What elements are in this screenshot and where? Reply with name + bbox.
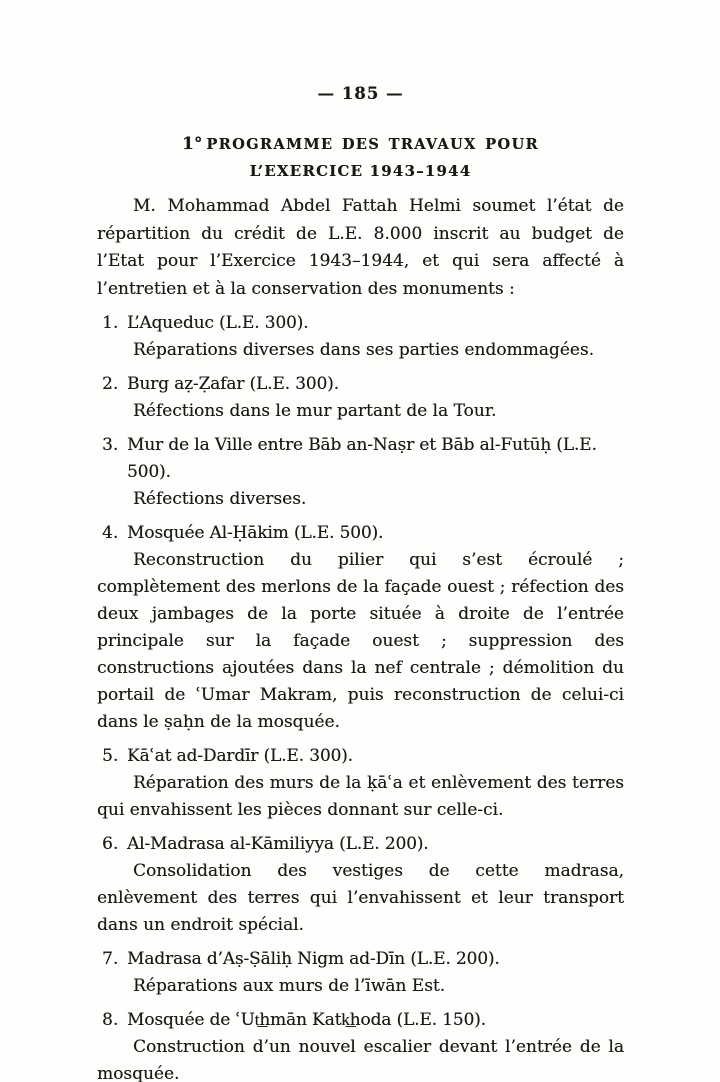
item-description: Réparations diverses dans ses parties endommagées. xyxy=(133,340,594,360)
item-description: Réparation des murs de la ḳāʿa et enlèvement des terres qui envahissent les pièces donnant sur celle-ci. xyxy=(97,773,624,820)
item-description: Réparations aux murs de l’īwān Est. xyxy=(133,976,446,996)
list-item xyxy=(97,831,624,939)
page-number: — 185 — xyxy=(317,84,404,103)
item-description: Construction d’un nouvel escalier devant l’entrée de la mosquée. xyxy=(97,1037,624,1082)
list-item xyxy=(97,743,624,824)
item-title: Mosquée Al-Ḥākim (L.E. 500). xyxy=(127,523,384,543)
item-description: Consolidation des vestiges de cette madrasa, enlèvement des terres qui l’envahissent et leur transport dans un endroit spécial. xyxy=(97,861,624,935)
list-item xyxy=(97,310,624,364)
text-block xyxy=(97,0,624,1082)
item-description: Réfections diverses. xyxy=(133,489,307,509)
list-item xyxy=(97,520,624,736)
item-head xyxy=(97,432,624,486)
item-number: 7. xyxy=(102,949,119,969)
item-head xyxy=(97,1007,624,1034)
item-number: 2. xyxy=(102,374,119,394)
item-head xyxy=(97,310,624,337)
list-item xyxy=(97,946,624,1000)
item-head xyxy=(97,371,624,398)
item-number: 4. xyxy=(102,523,119,543)
item-description: Réfections dans le mur partant de la Tour. xyxy=(133,401,497,421)
item-title: Mosquée de ʿUt͟hmān Katk͟hoda (L.E. 150). xyxy=(127,1010,486,1030)
list-item xyxy=(97,371,624,425)
item-number: 8. xyxy=(102,1010,119,1030)
item-title: L’Aqueduc (L.E. 300). xyxy=(127,313,309,333)
section-heading-line2: L’EXERCICE 1943–1944 xyxy=(249,162,472,180)
item-head xyxy=(97,520,624,547)
item-title: Al-Madrasa al-Kāmiliyya (L.E. 200). xyxy=(127,834,429,854)
list-item xyxy=(97,1007,624,1082)
section-numero: 1° xyxy=(182,134,203,154)
section-heading xyxy=(97,134,624,180)
item-number: 5. xyxy=(102,746,119,766)
item-number: 3. xyxy=(102,435,119,455)
item-head xyxy=(97,831,624,858)
list-item xyxy=(97,432,624,513)
section-heading-line1 xyxy=(97,134,624,154)
item-title: Mur de la Ville entre Bāb an-Naṣr et Bāb al-Futūḥ (L.E. 500). xyxy=(127,435,597,482)
item-head xyxy=(97,946,624,973)
item-title: Kāʿat ad-Dardīr (L.E. 300). xyxy=(127,746,353,766)
works-list xyxy=(97,310,624,1082)
intro-paragraph: M. Mohammad Abdel Fattah Helmi soumet l’état de répartition du crédit de L.E. 8.000 inscrit au budget de l’Etat pour l’Exercice 1943–1944, et qui sera affecté à l’entretien et à la conservation des monuments : xyxy=(97,196,624,299)
item-description: Reconstruction du pilier qui s’est écroulé ; complètement des merlons de la façade ouest ; réfection des deux jambages de la porte située à droite de l’entrée principale sur la façade ouest ; suppression des constructions ajoutées dans la nef centrale ; démolition du portail de ʿUmar Makram, puis reconstruction de celui-ci dans le ṣaḥn de la mosquée. xyxy=(97,550,624,732)
item-head xyxy=(97,743,624,770)
item-number: 6. xyxy=(102,834,119,854)
item-title: Madrasa d’Aṣ-Ṣāliḥ Nigm ad-Dīn (L.E. 200). xyxy=(127,949,500,969)
item-number: 1. xyxy=(102,313,119,333)
item-title: Burg aẓ-Ẓafar (L.E. 300). xyxy=(127,374,339,394)
section-title-text: PROGRAMME DES TRAVAUX POUR xyxy=(206,136,539,153)
